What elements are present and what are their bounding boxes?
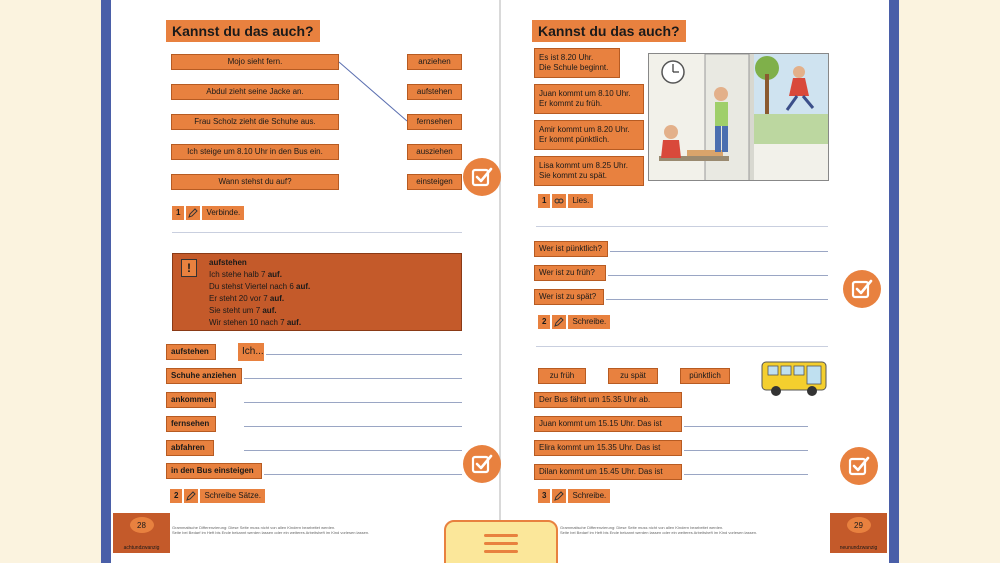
- reading-card: Lisa kommt um 8.25 Uhr. Sie kommt zu spät.: [534, 156, 644, 186]
- bus-sentence: Dilan kommt um 15.45 Uhr. Das ist: [534, 464, 682, 480]
- hamburger-bar: [484, 534, 518, 537]
- answer-line[interactable]: [684, 450, 808, 451]
- answer-line[interactable]: [684, 474, 808, 475]
- question-card: Wer ist zu früh?: [534, 265, 606, 281]
- sentence-card[interactable]: Mojo sieht fern.: [171, 54, 339, 70]
- answer-line[interactable]: [266, 354, 462, 355]
- info-line: Du stehst Viertel nach 6 auf.: [209, 282, 311, 291]
- answer-line[interactable]: [244, 450, 462, 451]
- bus-sentence: Elira kommt um 15.35 Uhr. Das ist: [534, 440, 682, 456]
- answer-line[interactable]: [608, 275, 828, 276]
- pencil-icon: [186, 206, 200, 220]
- answer-line[interactable]: [244, 426, 462, 427]
- info-lines: [209, 269, 310, 329]
- right-page-title: Kannst du das auch?: [532, 20, 686, 42]
- divider: [172, 232, 462, 233]
- verb-card[interactable]: aufstehen: [407, 84, 462, 100]
- answer-line[interactable]: [610, 251, 828, 252]
- bus-sentence: Juan kommt um 15.15 Uhr. Das ist: [534, 416, 682, 432]
- example-answer: Ich...: [238, 343, 264, 361]
- task-2-left: [170, 489, 265, 503]
- classroom-illustration: [648, 53, 829, 181]
- task-3-right: [538, 489, 610, 503]
- task-1-left: [172, 206, 244, 220]
- option-card[interactable]: pünktlich: [680, 368, 730, 384]
- answer-line[interactable]: [244, 378, 462, 379]
- left-page-title: Kannst du das auch?: [166, 20, 320, 42]
- info-title: aufstehen: [209, 258, 247, 267]
- task-number: 2: [538, 315, 550, 329]
- write-prompt: fernsehen: [166, 416, 216, 432]
- reading-card: Juan kommt um 8.10 Uhr. Er kommt zu früh.: [534, 84, 644, 114]
- info-line: Ich stehe halb 7 auf.: [209, 270, 282, 279]
- task-label: Schreibe Sätze.: [200, 489, 264, 503]
- question-card: Wer ist pünktlich?: [534, 241, 608, 257]
- write-prompt: in den Bus einsteigen: [166, 463, 262, 479]
- write-prompt: aufstehen: [166, 344, 216, 360]
- glasses-icon: [552, 194, 566, 208]
- check-icon[interactable]: [843, 270, 881, 308]
- verb-card[interactable]: fernsehen: [407, 114, 462, 130]
- verb-card[interactable]: anziehen: [407, 54, 462, 70]
- write-prompt: ankommen: [166, 392, 216, 408]
- left-page-number-box: [113, 513, 170, 553]
- task-label: Verbinde.: [202, 206, 244, 220]
- menu-button[interactable]: [444, 520, 558, 563]
- page-number-word: achtundzwanzig: [123, 545, 160, 551]
- task-1-right: [538, 194, 593, 208]
- page-number: 29: [847, 517, 871, 533]
- task-label: Lies.: [568, 194, 593, 208]
- hamburger-bar: [484, 550, 518, 553]
- sentence-card[interactable]: Wann stehst du auf?: [171, 174, 339, 190]
- sentence-card[interactable]: Ich steige um 8.10 Uhr in den Bus ein.: [171, 144, 339, 160]
- answer-line[interactable]: [684, 426, 808, 427]
- divider: [536, 346, 828, 347]
- task-number: 3: [538, 489, 550, 503]
- grammar-info-box: [172, 253, 462, 331]
- task-number: 1: [172, 206, 184, 220]
- page-number: 28: [130, 517, 154, 533]
- check-icon[interactable]: [463, 445, 501, 483]
- check-icon[interactable]: [840, 447, 878, 485]
- right-page-number-box: [830, 513, 887, 553]
- pencil-icon: [552, 315, 566, 329]
- answer-line[interactable]: [244, 402, 462, 403]
- info-line: Wir stehen 10 nach 7 auf.: [209, 318, 302, 327]
- write-prompt: Schuhe anziehen: [166, 368, 242, 384]
- divider: [536, 226, 828, 227]
- bus-illustration: [760, 358, 830, 398]
- reading-card: Amir kommt um 8.20 Uhr. Er kommt pünktlich.: [534, 120, 644, 150]
- answer-line[interactable]: [264, 474, 462, 475]
- hamburger-bar: [484, 542, 518, 545]
- reading-card: Es ist 8.20 Uhr. Die Schule beginnt.: [534, 48, 620, 78]
- option-card[interactable]: zu spät: [608, 368, 658, 384]
- pencil-icon: [184, 489, 198, 503]
- task-label: Schreibe.: [568, 315, 610, 329]
- task-2-right: [538, 315, 610, 329]
- info-line: Er steht 20 vor 7 auf.: [209, 294, 285, 303]
- task-number: 1: [538, 194, 550, 208]
- page-number-word: neunundzwanzig: [839, 545, 878, 551]
- task-number: 2: [170, 489, 182, 503]
- footnote: Grammatische Differenzierung: Diese Seite muss nicht von allen Kindern bearbeitet werden. Seite bei Bedarf im Heft bis Ende bekannt werden lassen oder ein weiteres Arbeitsheft im Kind vorlesen lassen.: [560, 525, 758, 535]
- info-line: Sie steht um 7 auf.: [209, 306, 277, 315]
- question-card: Wer ist zu spät?: [534, 289, 604, 305]
- write-prompt: abfahren: [166, 440, 214, 456]
- check-icon[interactable]: [463, 158, 501, 196]
- sentence-card[interactable]: Frau Scholz zieht die Schuhe aus.: [171, 114, 339, 130]
- verb-card[interactable]: ausziehen: [407, 144, 462, 160]
- verb-card[interactable]: einsteigen: [407, 174, 462, 190]
- answer-line[interactable]: [606, 299, 828, 300]
- bus-sentence: Der Bus fährt um 15.35 Uhr ab.: [534, 392, 682, 408]
- option-card[interactable]: zu früh: [538, 368, 586, 384]
- exclamation-icon: !: [181, 259, 197, 277]
- task-label: Schreibe.: [568, 489, 610, 503]
- pencil-icon: [552, 489, 566, 503]
- footnote: Grammatische Differenzierung: Diese Seite muss nicht von allen Kindern bearbeitet werden. Seite bei Bedarf im Heft bis Ende bekannt werden lassen oder ein weiteres Arbeitsheft im Kind vorlesen lassen.: [172, 525, 370, 535]
- sentence-card[interactable]: Abdul zieht seine Jacke an.: [171, 84, 339, 100]
